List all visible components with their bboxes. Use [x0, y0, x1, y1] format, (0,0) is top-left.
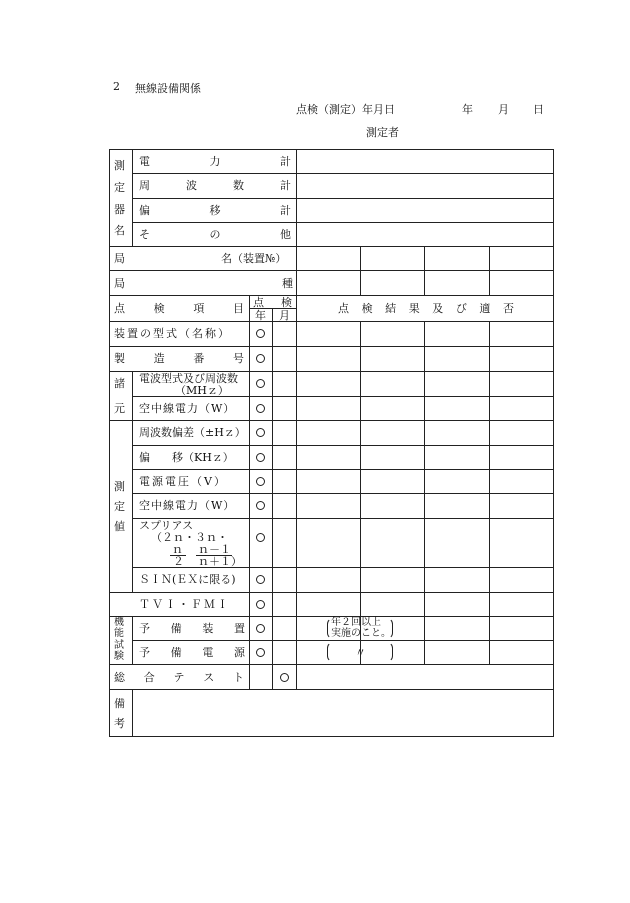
remarks-char: 備: [114, 697, 125, 710]
function-test-char: 試: [114, 640, 124, 651]
check-circle-year: [256, 477, 265, 486]
check-circle-year: [256, 648, 265, 657]
row-emission-label: 電波型式及び周波数: [139, 372, 238, 385]
spec-group-char: 元: [114, 402, 125, 415]
check-circle-year: [256, 453, 265, 462]
row-serial-label: 製 造 番 号: [114, 352, 244, 365]
row-tvi-fmi-label: ＴＶＩ・ＦＭＩ: [139, 598, 230, 611]
instrument-other: そ の 他: [139, 228, 291, 241]
row-freq-deviation-label: 周波数偏差（±Hｚ）: [139, 426, 246, 439]
remarks-char: 考: [114, 717, 125, 730]
instrument-group-char: 器: [114, 203, 125, 216]
measure-group-char: 値: [114, 520, 125, 533]
row-backup-power-label: 予 備 電 源: [139, 646, 245, 659]
header-check-label: 点 検: [253, 296, 292, 309]
instrument-group-char: 測: [114, 159, 125, 172]
row-antenna-power-measured-label: 空中線電力（W）: [139, 499, 236, 512]
inspector-label: 測定者: [366, 126, 399, 139]
header-year-label: 年: [255, 309, 266, 322]
check-circle-year: [256, 379, 265, 388]
note-line1: 年２回以上: [331, 617, 381, 628]
check-circle-year: [256, 624, 265, 633]
instrument-frequency-meter: 周 波 数 計: [139, 179, 291, 192]
instrument-deviation-meter: 偏 移 計: [139, 204, 291, 217]
row-backup-equipment-label: 予 備 装 置: [139, 622, 245, 635]
header-month-label: 月: [279, 309, 290, 322]
row-spurious-label: スプリアス: [139, 519, 194, 532]
instrument-group-char: 定: [114, 181, 125, 194]
check-circle-year: [256, 329, 265, 338]
check-circle-month: [280, 673, 289, 682]
check-circle-year: [256, 575, 265, 584]
spec-group-char: 諸: [114, 377, 125, 390]
row-antenna-power-label: 空中線電力（W）: [139, 402, 236, 415]
header-item-label: 点 検 項 目: [114, 302, 244, 315]
row-supply-voltage-label: 電源電圧（V）: [139, 475, 227, 488]
section-number: 2: [113, 80, 120, 93]
row-spurious-frac2-num: ｎ－１: [198, 543, 231, 556]
check-circle-year: [256, 600, 265, 609]
row-total-test-label: 総 合 テ ス ト: [114, 671, 244, 684]
row-spurious-frac1-den: ２: [173, 555, 184, 568]
row-model-label: 装置の型式（名称）: [114, 327, 231, 340]
instrument-group-char: 名: [114, 224, 125, 237]
station-name-label-right: 名（装置№）: [221, 252, 287, 265]
row-deviation-label: 偏 移（KHｚ）: [139, 451, 234, 464]
instrument-power-meter: 電 力 計: [139, 155, 291, 168]
station-type-label-left: 局: [114, 277, 125, 290]
year-label: 年: [462, 103, 473, 116]
function-test-char: 験: [114, 651, 124, 662]
row-sin-label: ＳＩＮ(ＥＸに限る): [139, 573, 236, 586]
month-label: 月: [498, 103, 509, 116]
header-result-label: 点 検 結 果 及 び 適 否: [338, 302, 514, 315]
check-circle-year: [256, 354, 265, 363]
function-test-char: 機: [114, 617, 124, 628]
row-spurious-frac1-num: ｎ: [172, 543, 183, 556]
measure-group-char: 定: [114, 500, 125, 513]
row-spurious-frac2-den: ｎ＋１）: [198, 555, 242, 568]
inspection-date-label: 点検（測定）年月日: [296, 103, 395, 116]
check-circle-year: [256, 533, 265, 542]
station-type-label-right: 種: [282, 277, 293, 290]
ditto-mark: 〃: [355, 646, 366, 659]
measure-group-char: 測: [114, 480, 125, 493]
function-test-char: 能: [114, 628, 124, 639]
station-name-label-left: 局: [114, 252, 125, 265]
check-circle-year: [256, 404, 265, 413]
note-line2: 実施のこと。: [331, 628, 391, 639]
day-label: 日: [533, 103, 544, 116]
row-emission-unit: （MHｚ）: [175, 384, 229, 397]
check-circle-year: [256, 428, 265, 437]
check-circle-year: [256, 501, 265, 510]
row-spurious-line2: （２ｎ・３ｎ・: [151, 531, 228, 544]
section-title: 無線設備関係: [135, 82, 201, 95]
